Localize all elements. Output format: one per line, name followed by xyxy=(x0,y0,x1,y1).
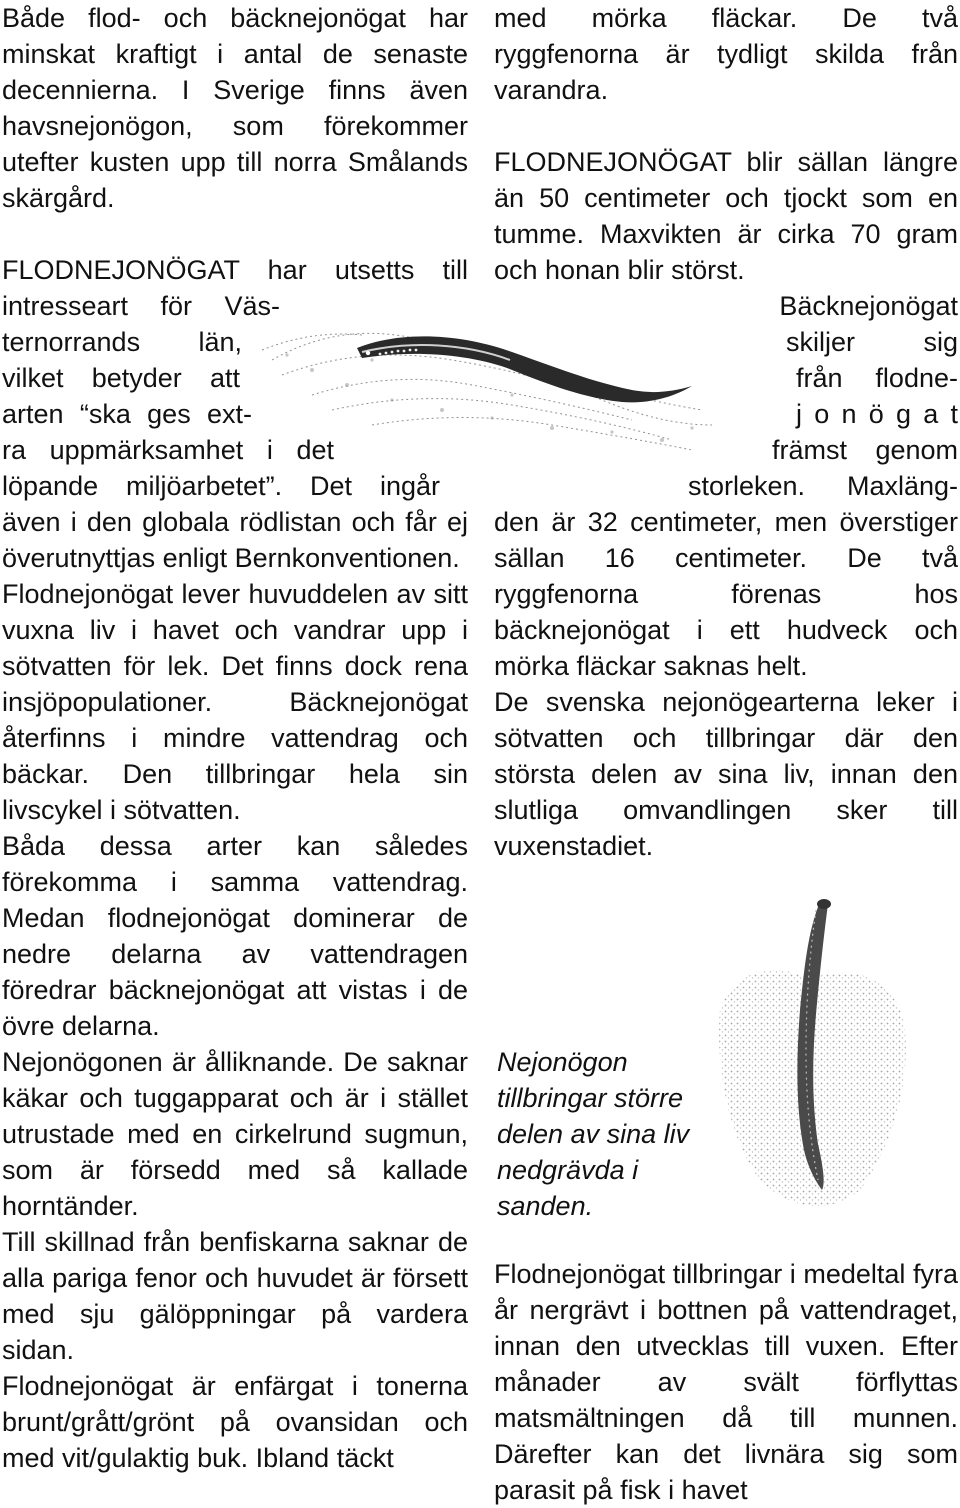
paragraph-2-rest: även i den globala rödlistan och får ej överutnyttjas enligt Bernkonventionen. xyxy=(2,507,468,573)
paragraph-r5: Flodnejonögat tillbringar i medeltal fyra år nergrävt i bottnen på vattendraget, innan den utvecklas till vuxen. Efter månader av svält förflyttas matsmältningen då till munnen. Därefter kan det livnära sig som parasit på fisk i havet xyxy=(494,1259,958,1505)
paragraph-r3-line-1: Bäcknejonögat xyxy=(779,291,958,321)
paragraph-r1: med mörka fläckar. De två ryggfenorna är tydligt skilda från varandra. xyxy=(494,3,958,105)
left-column xyxy=(2,0,468,216)
paragraph-r3-rest: den är 32 centimeter, men överstiger sällan 16 centimeter. De två ryggfenorna förenas hos bäcknejonögat i ett hudveck och mörka fläckar saknas helt. xyxy=(494,507,958,681)
paragraph-5: Nejonögonen är ålliknande. De saknar käkar och tuggapparat och är i stället utrustade med en cirkelrund sugmun, som är försedd med så kallade horntänder. xyxy=(2,1047,468,1221)
right-column xyxy=(494,0,958,288)
paragraph-r3-line-5: främst genom xyxy=(772,435,958,465)
paragraph-r4: De svenska nejonögearterna leker i sötvatten och tillbringar där den största delen av sina liv, innan den slutliga omvandlingen sker till vuxenstadiet. xyxy=(494,687,958,861)
figure-caption: Nejonögon tillbringar större delen av sina liv nedgrävda i sanden. xyxy=(497,1047,690,1221)
paragraph-1: Både flod- och bäcknejonögat har minskat kraftigt i antal de senaste decennierna. I Sverige finns även havsnejonögon, som förekommer utefter kusten upp till norra Smålands skärgård. xyxy=(2,3,468,213)
paragraph-2-line-6: ra uppmärksamhet i det xyxy=(2,435,334,465)
right-column-middle xyxy=(494,504,958,864)
paragraph-2-line-2: intresseart för Väs- xyxy=(2,291,280,321)
paragraph-6: Till skillnad från benfiskarna saknar de alla pariga fenor och huvudet är försett med sju gälöppningar på vardera sidan. xyxy=(2,1227,468,1365)
paragraph-2-line-4: vilket betyder att xyxy=(2,363,240,393)
right-column-bottom xyxy=(494,1256,958,1508)
paragraph-4: Båda dessa arter kan således förekomma i samma vattendrag. Medan flodnejonögat dominerar de nedre delarna av vattendragen föredrar bäcknejonögat att vistas i de övre delarna. xyxy=(2,831,468,1041)
lamprey-burrowed-illustration xyxy=(700,890,920,1220)
paragraph-3: Flodnejonögat lever huvuddelen av sitt vuxna liv i havet och vandrar upp i sötvatten för lek. Det finns dock rena insjöpopulationer. Bäcknejonögat återfinns i mindre vattendrag och bäckar. Den tillbringar hela sin livscykel i sötvatten. xyxy=(2,579,468,825)
paragraph-r3-line-6: storleken. Maxläng- xyxy=(688,471,958,501)
paragraph-7: Flodnejonögat är enfärgat i tonerna brunt/grått/grönt på ovansidan och med vit/gulaktig buk. Ibland täckt xyxy=(2,1371,468,1473)
paragraph-r3-line-2: skiljer sig xyxy=(786,327,958,357)
left-column-lower xyxy=(2,504,468,1476)
paragraph-r2: FLODNEJONÖGAT blir sällan längre än 50 centimeter och tjockt som en tumme. Maxvikten är cirka 70 gram och honan blir störst. xyxy=(494,147,958,285)
paragraph-2-line-7: löpande miljöarbetet”. Det ingår xyxy=(2,471,440,501)
paragraph-2-line-1: FLODNEJONÖGAT har utsetts till xyxy=(2,255,468,285)
paragraph-2-line-3: ternorrands län, xyxy=(2,327,242,357)
lamprey-swimming-illustration xyxy=(252,300,722,460)
paragraph-r3-line-4: j o n ö g a t xyxy=(796,399,958,429)
paragraph-2-line-5: arten “ska ges ext- xyxy=(2,399,252,429)
paragraph-r3-line-3: från flodne- xyxy=(796,363,958,393)
